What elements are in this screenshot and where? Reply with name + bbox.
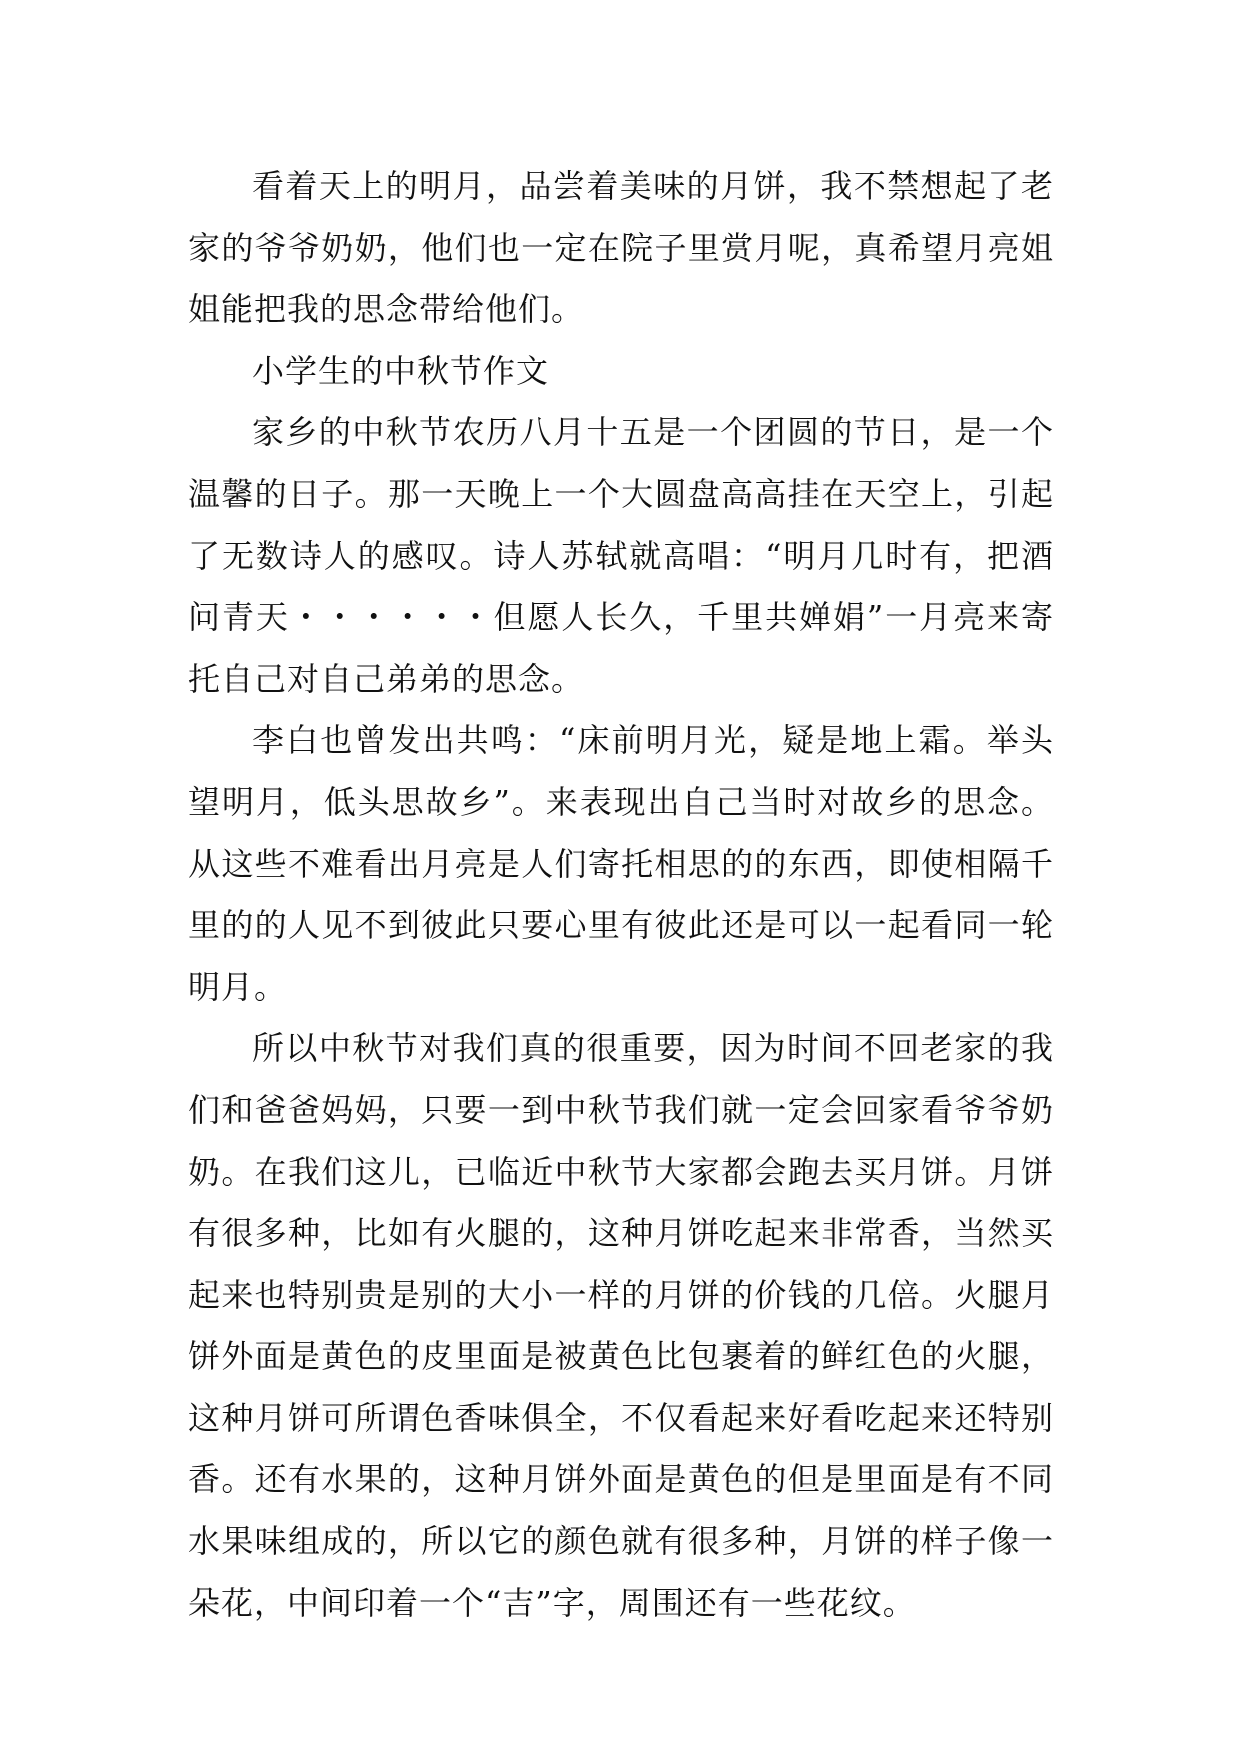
paragraph-hometown-festival: 家乡的中秋节农历八月十五是一个团圆的节日，是一个温馨的日子。那一天晚上一个大圆盘高高挂在天空上，引起了无数诗人的感叹。诗人苏轼就高唱：“明月几时有，把酒问青天・・・・・・但愿人长久，千里共婵娟”一月亮来寄托自己对自己弟弟的思念。 bbox=[188, 413, 1054, 698]
document-page bbox=[188, 156, 1054, 1634]
paragraph-li-bai-poem: 李白也曾发出共鸣：“床前明月光，疑是地上霜。举头望明月，低头思故乡”。来表现出自己当时对故乡的思念。从这些不难看出月亮是人们寄托相思的的东西，即使相隔千里的的人见不到彼此只要心里有彼此还是可以一起看同一轮明月。 bbox=[188, 721, 1054, 1006]
essay-title: 小学生的中秋节作文 bbox=[252, 351, 550, 390]
paragraph-mooncakes: 所以中秋节对我们真的很重要，因为时间不回老家的我们和爸爸妈妈，只要一到中秋节我们就一定会回家看爷爷奶奶。在我们这儿，已临近中秋节大家都会跑去买月饼。月饼有很多种，比如有火腿的，这种月饼吃起来非常香，当然买起来也特别贵是别的大小一样的月饼的价钱的几倍。火腿月饼外面是黄色的皮里面是被黄色比包裹着的鲜红色的火腿，这种月饼可所谓色香味俱全，不仅看起来好看吃起来还特别香。还有水果的，这种月饼外面是黄色的但是里面是有不同水果味组成的，所以它的颜色就有很多种，月饼的样子像一朵花，中间印着一个“吉”字，周围还有一些花纹。 bbox=[188, 1029, 1054, 1622]
paragraph-moon-memory: 看着天上的明月，品尝着美味的月饼，我不禁想起了老家的爷爷奶奶，他们也一定在院子里赏月呢，真希望月亮姐姐能把我的思念带给他们。 bbox=[188, 167, 1054, 329]
